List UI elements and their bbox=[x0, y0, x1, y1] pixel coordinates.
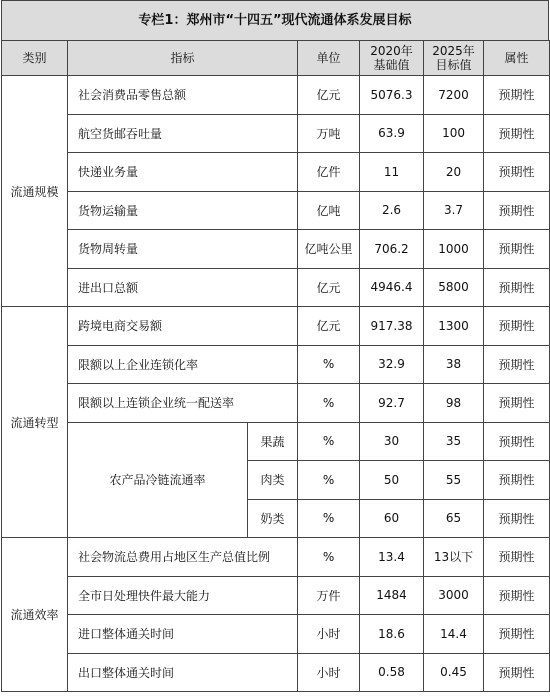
attribute-cell: 预期性 bbox=[484, 653, 550, 692]
table-row bbox=[2, 422, 550, 461]
value-2025-cell: 1300 bbox=[424, 307, 484, 346]
value-2020-cell: 2.6 bbox=[360, 191, 424, 230]
targets-table bbox=[1, 40, 550, 692]
attribute-cell: 预期性 bbox=[484, 461, 550, 500]
indicator-cell: 出口整体通关时间 bbox=[68, 653, 298, 692]
attribute-cell: 预期性 bbox=[484, 268, 550, 307]
indicator-cell: 货物运输量 bbox=[68, 191, 298, 230]
attribute-cell: 预期性 bbox=[484, 153, 550, 192]
header-2025-line2: 目标值 bbox=[435, 58, 472, 72]
value-2020-cell: 92.7 bbox=[360, 384, 424, 423]
value-2025-cell: 5800 bbox=[424, 268, 484, 307]
attribute-cell: 预期性 bbox=[484, 384, 550, 423]
header-2020-line1: 2020年 bbox=[370, 44, 413, 58]
table-row bbox=[2, 153, 550, 192]
unit-cell: 亿元 bbox=[298, 76, 360, 115]
attribute-cell: 预期性 bbox=[484, 345, 550, 384]
unit-cell: 亿吨 bbox=[298, 191, 360, 230]
header-2020 bbox=[360, 41, 424, 76]
table-row bbox=[2, 615, 550, 654]
indicator-cell: 限额以上企业连锁化率 bbox=[68, 345, 298, 384]
cold-chain-indicator-cell: 农产品冷链流通率 bbox=[68, 422, 248, 538]
value-2025-cell: 14.4 bbox=[424, 615, 484, 654]
value-2025-cell: 38 bbox=[424, 345, 484, 384]
value-2025-cell: 98 bbox=[424, 384, 484, 423]
value-2020-cell: 13.4 bbox=[360, 538, 424, 577]
value-2020-cell: 1484 bbox=[360, 576, 424, 615]
value-2025-cell: 20 bbox=[424, 153, 484, 192]
sub-indicator-cell: 奶类 bbox=[248, 499, 298, 538]
attribute-cell: 预期性 bbox=[484, 76, 550, 115]
value-2020-cell: 11 bbox=[360, 153, 424, 192]
category-cell: 流通效率 bbox=[2, 538, 68, 692]
attribute-cell: 预期性 bbox=[484, 615, 550, 654]
indicator-cell: 快递业务量 bbox=[68, 153, 298, 192]
indicator-cell: 进口整体通关时间 bbox=[68, 615, 298, 654]
value-2020-cell: 4946.4 bbox=[360, 268, 424, 307]
value-2025-cell: 55 bbox=[424, 461, 484, 500]
value-2025-cell: 0.45 bbox=[424, 653, 484, 692]
header-category: 类别 bbox=[2, 41, 68, 76]
unit-cell: 小时 bbox=[298, 653, 360, 692]
header-indicator: 指标 bbox=[68, 41, 298, 76]
value-2025-cell: 13以下 bbox=[424, 538, 484, 577]
value-2020-cell: 706.2 bbox=[360, 230, 424, 269]
indicator-cell: 进出口总额 bbox=[68, 268, 298, 307]
table-row bbox=[2, 230, 550, 269]
indicator-cell: 跨境电商交易额 bbox=[68, 307, 298, 346]
table-row bbox=[2, 538, 550, 577]
attribute-cell: 预期性 bbox=[484, 230, 550, 269]
table-row bbox=[2, 268, 550, 307]
value-2020-cell: 50 bbox=[360, 461, 424, 500]
value-2025-cell: 3.7 bbox=[424, 191, 484, 230]
header-attr: 属性 bbox=[484, 41, 550, 76]
value-2020-cell: 30 bbox=[360, 422, 424, 461]
header-unit: 单位 bbox=[298, 41, 360, 76]
unit-cell: % bbox=[298, 538, 360, 577]
value-2025-cell: 65 bbox=[424, 499, 484, 538]
unit-cell: 万吨 bbox=[298, 114, 360, 153]
header-2025 bbox=[424, 41, 484, 76]
value-2020-cell: 18.6 bbox=[360, 615, 424, 654]
table-row bbox=[2, 653, 550, 692]
indicator-cell: 社会消费品零售总额 bbox=[68, 76, 298, 115]
unit-cell: 亿元 bbox=[298, 307, 360, 346]
value-2020-cell: 32.9 bbox=[360, 345, 424, 384]
targets-table-panel bbox=[1, 0, 549, 692]
indicator-cell: 限额以上连锁企业统一配送率 bbox=[68, 384, 298, 423]
table-row bbox=[2, 576, 550, 615]
table-title: 专栏1：郑州市“十四五”现代流通体系发展目标 bbox=[1, 0, 549, 40]
category-cell: 流通转型 bbox=[2, 307, 68, 538]
unit-cell: 亿件 bbox=[298, 153, 360, 192]
table-row bbox=[2, 345, 550, 384]
sub-indicator-cell: 果蔬 bbox=[248, 422, 298, 461]
table-row bbox=[2, 384, 550, 423]
attribute-cell: 预期性 bbox=[484, 538, 550, 577]
unit-cell: 亿元 bbox=[298, 268, 360, 307]
attribute-cell: 预期性 bbox=[484, 422, 550, 461]
attribute-cell: 预期性 bbox=[484, 499, 550, 538]
header-2025-line1: 2025年 bbox=[432, 44, 475, 58]
unit-cell: 万件 bbox=[298, 576, 360, 615]
indicator-cell: 全市日处理快件最大能力 bbox=[68, 576, 298, 615]
table-row bbox=[2, 76, 550, 115]
indicator-cell: 航空货邮吞吐量 bbox=[68, 114, 298, 153]
unit-cell: % bbox=[298, 499, 360, 538]
category-cell: 流通规模 bbox=[2, 76, 68, 307]
unit-cell: % bbox=[298, 461, 360, 500]
unit-cell: % bbox=[298, 384, 360, 423]
attribute-cell: 预期性 bbox=[484, 191, 550, 230]
unit-cell: % bbox=[298, 422, 360, 461]
unit-cell: % bbox=[298, 345, 360, 384]
table-row bbox=[2, 191, 550, 230]
value-2025-cell: 1000 bbox=[424, 230, 484, 269]
unit-cell: 亿吨公里 bbox=[298, 230, 360, 269]
value-2020-cell: 5076.3 bbox=[360, 76, 424, 115]
value-2020-cell: 917.38 bbox=[360, 307, 424, 346]
indicator-cell: 货物周转量 bbox=[68, 230, 298, 269]
value-2020-cell: 0.58 bbox=[360, 653, 424, 692]
unit-cell: 小时 bbox=[298, 615, 360, 654]
value-2020-cell: 63.9 bbox=[360, 114, 424, 153]
indicator-cell: 社会物流总费用占地区生产总值比例 bbox=[68, 538, 298, 577]
header-row bbox=[2, 41, 550, 76]
value-2025-cell: 3000 bbox=[424, 576, 484, 615]
attribute-cell: 预期性 bbox=[484, 576, 550, 615]
sub-indicator-cell: 肉类 bbox=[248, 461, 298, 500]
value-2025-cell: 7200 bbox=[424, 76, 484, 115]
attribute-cell: 预期性 bbox=[484, 114, 550, 153]
table-row bbox=[2, 114, 550, 153]
table-row bbox=[2, 307, 550, 346]
header-2020-line2: 基础值 bbox=[373, 58, 410, 72]
attribute-cell: 预期性 bbox=[484, 307, 550, 346]
value-2020-cell: 60 bbox=[360, 499, 424, 538]
value-2025-cell: 100 bbox=[424, 114, 484, 153]
value-2025-cell: 35 bbox=[424, 422, 484, 461]
